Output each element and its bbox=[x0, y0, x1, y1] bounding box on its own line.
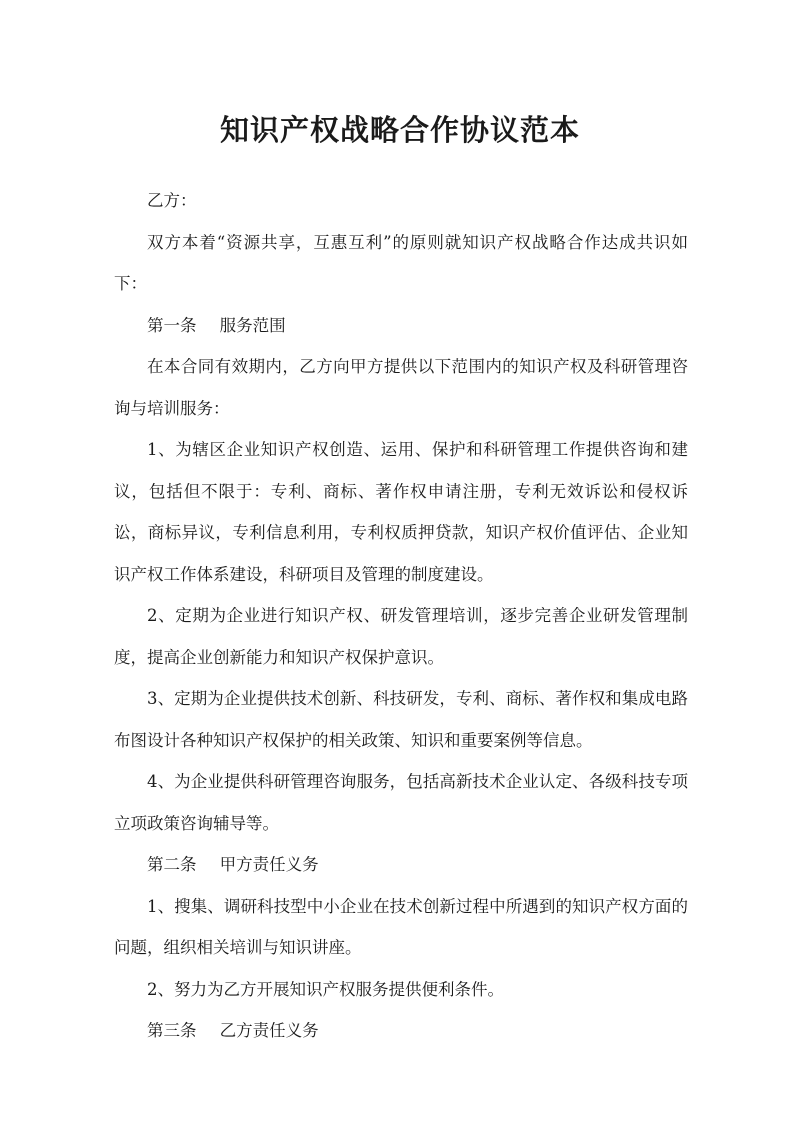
article-1-item-4: 4、为企业提供科研管理咨询服务，包括高新技术企业认定、各级科技专项立项政策咨询辅导等。 bbox=[114, 772, 688, 833]
article-3-title: 乙方责任义务 bbox=[219, 1021, 319, 1040]
article-1-title: 服务范围 bbox=[219, 315, 286, 335]
article-2-title: 甲方责任义务 bbox=[219, 855, 319, 874]
document-body bbox=[114, 180, 688, 1052]
article-1-item-1: 1、为辖区企业知识产权创造、运用、保护和科研管理工作提供咨询和建议，包括但不限于：专利、商标、著作权申请注册，专利无效诉讼和侵权诉讼，商标异议，专利信息利用，专利权质押贷款，知识产权价值评估、企业知识产权工作体系建设，科研项目及管理的制度建设。 bbox=[114, 440, 688, 584]
party-b-label: 乙方： bbox=[147, 191, 197, 210]
article-2-number: 第二条 bbox=[147, 855, 197, 874]
article-1-item-3: 3、定期为企业提供技术创新、科技研发，专利、商标、著作权和集成电路布图设计各种知识产权保护的相关政策、知识和重要案例等信息。 bbox=[114, 689, 688, 750]
article-3-number: 第三条 bbox=[147, 1021, 197, 1040]
article-1-intro: 在本合同有效期内，乙方向甲方提供以下范围内的知识产权及科研管理咨询与培训服务： bbox=[114, 357, 688, 418]
article-1-item-2: 2、定期为企业进行知识产权、研发管理培训，逐步完善企业研发管理制度，提高企业创新能力和知识产权保护意识。 bbox=[114, 606, 688, 667]
article-2-item-2: 2、努力为乙方开展知识产权服务提供便利条件。 bbox=[147, 979, 504, 999]
article-2-item-1: 1、搜集、调研科技型中小企业在技术创新过程中所遇到的知识产权方面的问题，组织相关培训与知识讲座。 bbox=[114, 896, 688, 957]
article-3-heading bbox=[114, 1010, 688, 1052]
article-2-heading bbox=[114, 844, 688, 886]
intro-paragraph: 双方本着“资源共享，互惠互利”的原则就知识产权战略合作达成共识如下： bbox=[114, 232, 688, 293]
document-title: 知识产权战略合作协议范本 bbox=[219, 113, 580, 147]
article-1-number: 第一条 bbox=[147, 315, 197, 335]
article-1-heading bbox=[114, 305, 688, 347]
